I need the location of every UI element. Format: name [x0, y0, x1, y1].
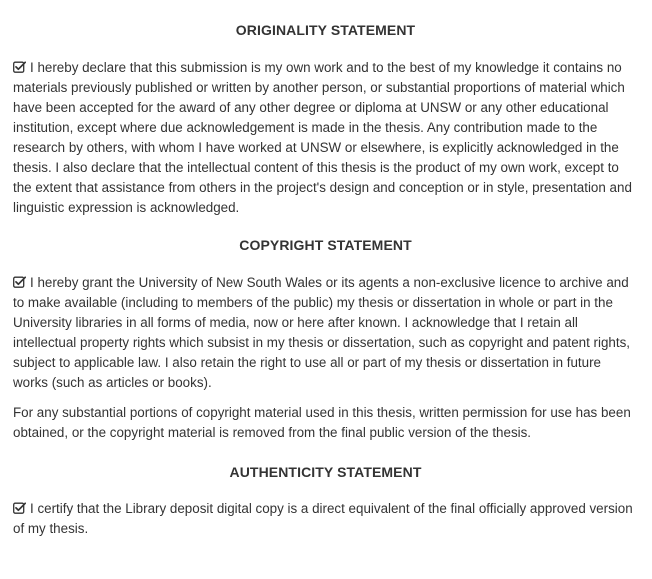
authenticity-text: I certify that the Library deposit digital copy is a direct equivalent of the final officially approved version of my thesis. [13, 501, 633, 536]
checked-checkbox-icon [13, 502, 26, 514]
checked-checkbox-icon [13, 276, 26, 288]
copyright-text: I hereby grant the University of New South Wales or its agents a non-exclusive licence to archive and to make available (including to members of the public) my thesis or dissertation in whole or part in the University libraries in all forms of media, now or here after known. I acknowledge that I retain all intellectual property rights which subsist in my thesis or dissertation, such as copyright and patent rights, subject to applicable law. I also retain the right to use all or part of my thesis or dissertation in future works (such as articles or books). [13, 275, 631, 390]
originality-heading: ORIGINALITY STATEMENT [235, 22, 416, 38]
copyright-note: For any substantial portions of copyright material used in this thesis, written permission for use has been obtained, or the copyright material is removed from the final public version of the thesis. [13, 405, 631, 440]
copyright-statement [13, 273, 638, 393]
authenticity-statement [13, 499, 638, 539]
checked-checkbox-icon [13, 61, 26, 73]
originality-text: I hereby declare that this submission is my own work and to the best of my knowledge it contains no materials previously published or written by another person, or substantial proportions of material which have been accepted for the award of any other degree or diploma at UNSW or any other educational institution, except where due acknowledgement is made in the thesis. Any contribution made to the research by others, with whom I have worked at UNSW or elsewhere, is explicitly acknowledged in the thesis. I also declare that the intellectual content of this thesis is the product of my own work, except to the extent that assistance from others in the project's design and conception or in style, presentation and linguistic expression is acknowledged. [13, 60, 632, 215]
authenticity-heading: AUTHENTICITY STATEMENT [229, 464, 422, 480]
copyright-heading: COPYRIGHT STATEMENT [239, 237, 412, 253]
originality-statement [13, 58, 638, 218]
